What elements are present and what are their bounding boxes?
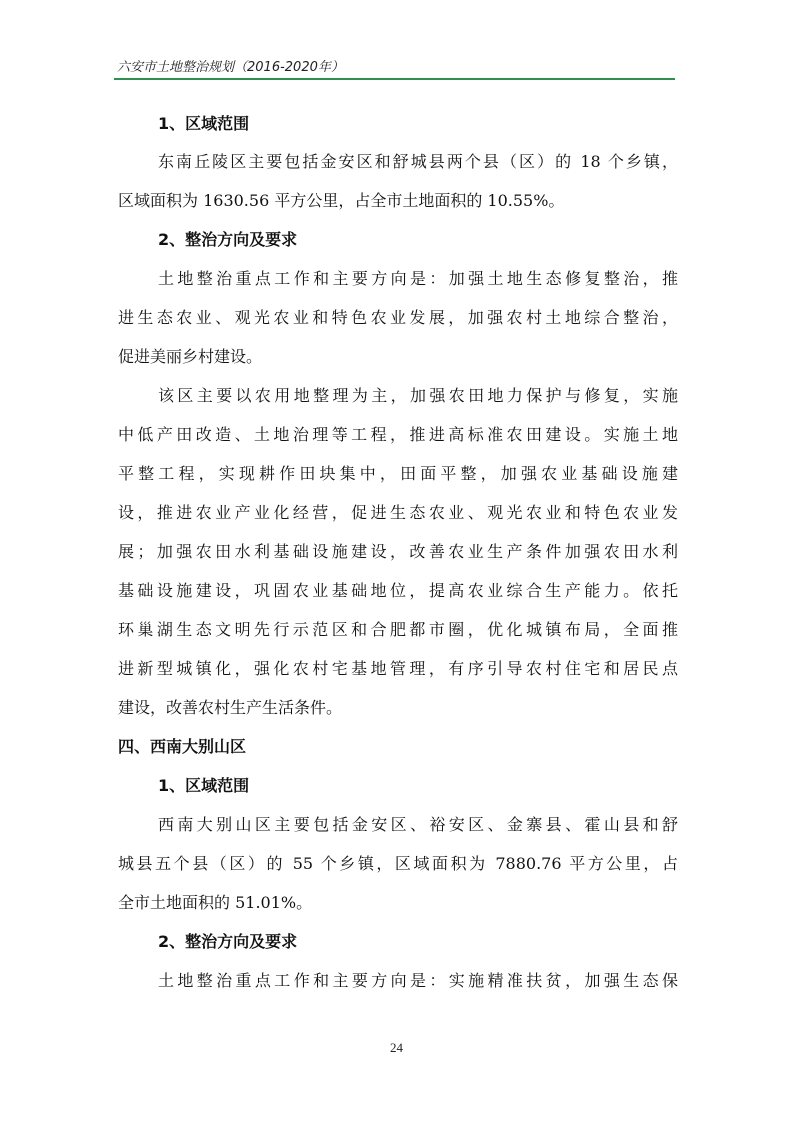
paragraph-line: 中低产田改造、土地治理等工程，推进高标准农田建设。实施土地 <box>118 425 678 444</box>
paragraph-line: 建设，改善农村生产生活条件。 <box>118 698 343 717</box>
paragraph-line: 设，推进农业产业化经营，促进生态农业、观光农业和特色农业发 <box>118 503 678 522</box>
paragraph-line: 该区主要以农用地整理为主，加强农田地力保护与修复，实施 <box>158 386 678 405</box>
paragraph-line: 展；加强农田水利基础设施建设，改善农业生产条件加强农田水利 <box>118 542 678 561</box>
paragraph-line: 土地整治重点工作和主要方向是：加强土地生态修复整治，推 <box>158 269 678 288</box>
paragraph-line: 进新型城镇化，强化农村宅基地管理，有序引导农村住宅和居民点 <box>118 659 678 678</box>
paragraph-line: 东南丘陵区主要包括金安区和舒城县两个县（区）的 18 个乡镇， <box>158 152 678 171</box>
paragraph-line: 城县五个县（区）的 55 个乡镇，区域面积为 7880.76 平方公里，占 <box>118 854 678 873</box>
paragraph-line: 平整工程，实现耕作田块集中，田面平整，加强农业基础设施建 <box>118 464 678 483</box>
paragraph-line: 进生态农业、观光农业和特色农业发展，加强农村土地综合整治， <box>118 308 678 327</box>
subheading-direction: 2、整治方向及要求 <box>158 230 298 249</box>
paragraph-line: 土地整治重点工作和主要方向是：实施精准扶贫，加强生态保 <box>158 971 678 990</box>
subheading-direction: 2、整治方向及要求 <box>158 932 298 951</box>
subheading-area-scope: 1、区域范围 <box>158 776 250 795</box>
subheading-area-scope: 1、区域范围 <box>158 114 250 133</box>
paragraph-line: 全市土地面积的 51.01%。 <box>118 893 313 912</box>
header-divider <box>114 78 675 80</box>
paragraph-line: 促进美丽乡村建设。 <box>118 347 263 366</box>
paragraph-line: 区域面积为 1630.56 平方公里，占全市土地面积的 10.55%。 <box>118 191 565 210</box>
paragraph-line: 西南大别山区主要包括金安区、裕安区、金寨县、霍山县和舒 <box>158 815 678 834</box>
paragraph-line: 环巢湖生态文明先行示范区和合肥都市圈，优化城镇布局，全面推 <box>118 620 678 639</box>
running-header-title: 六安市土地整治规划（2016-2020年） <box>117 60 344 75</box>
page-number: 24 <box>390 1040 403 1055</box>
section-heading-southwest-dabie: 四、西南大别山区 <box>118 737 247 756</box>
paragraph-line: 基础设施建设，巩固农业基础地位，提高农业综合生产能力。依托 <box>118 581 678 600</box>
